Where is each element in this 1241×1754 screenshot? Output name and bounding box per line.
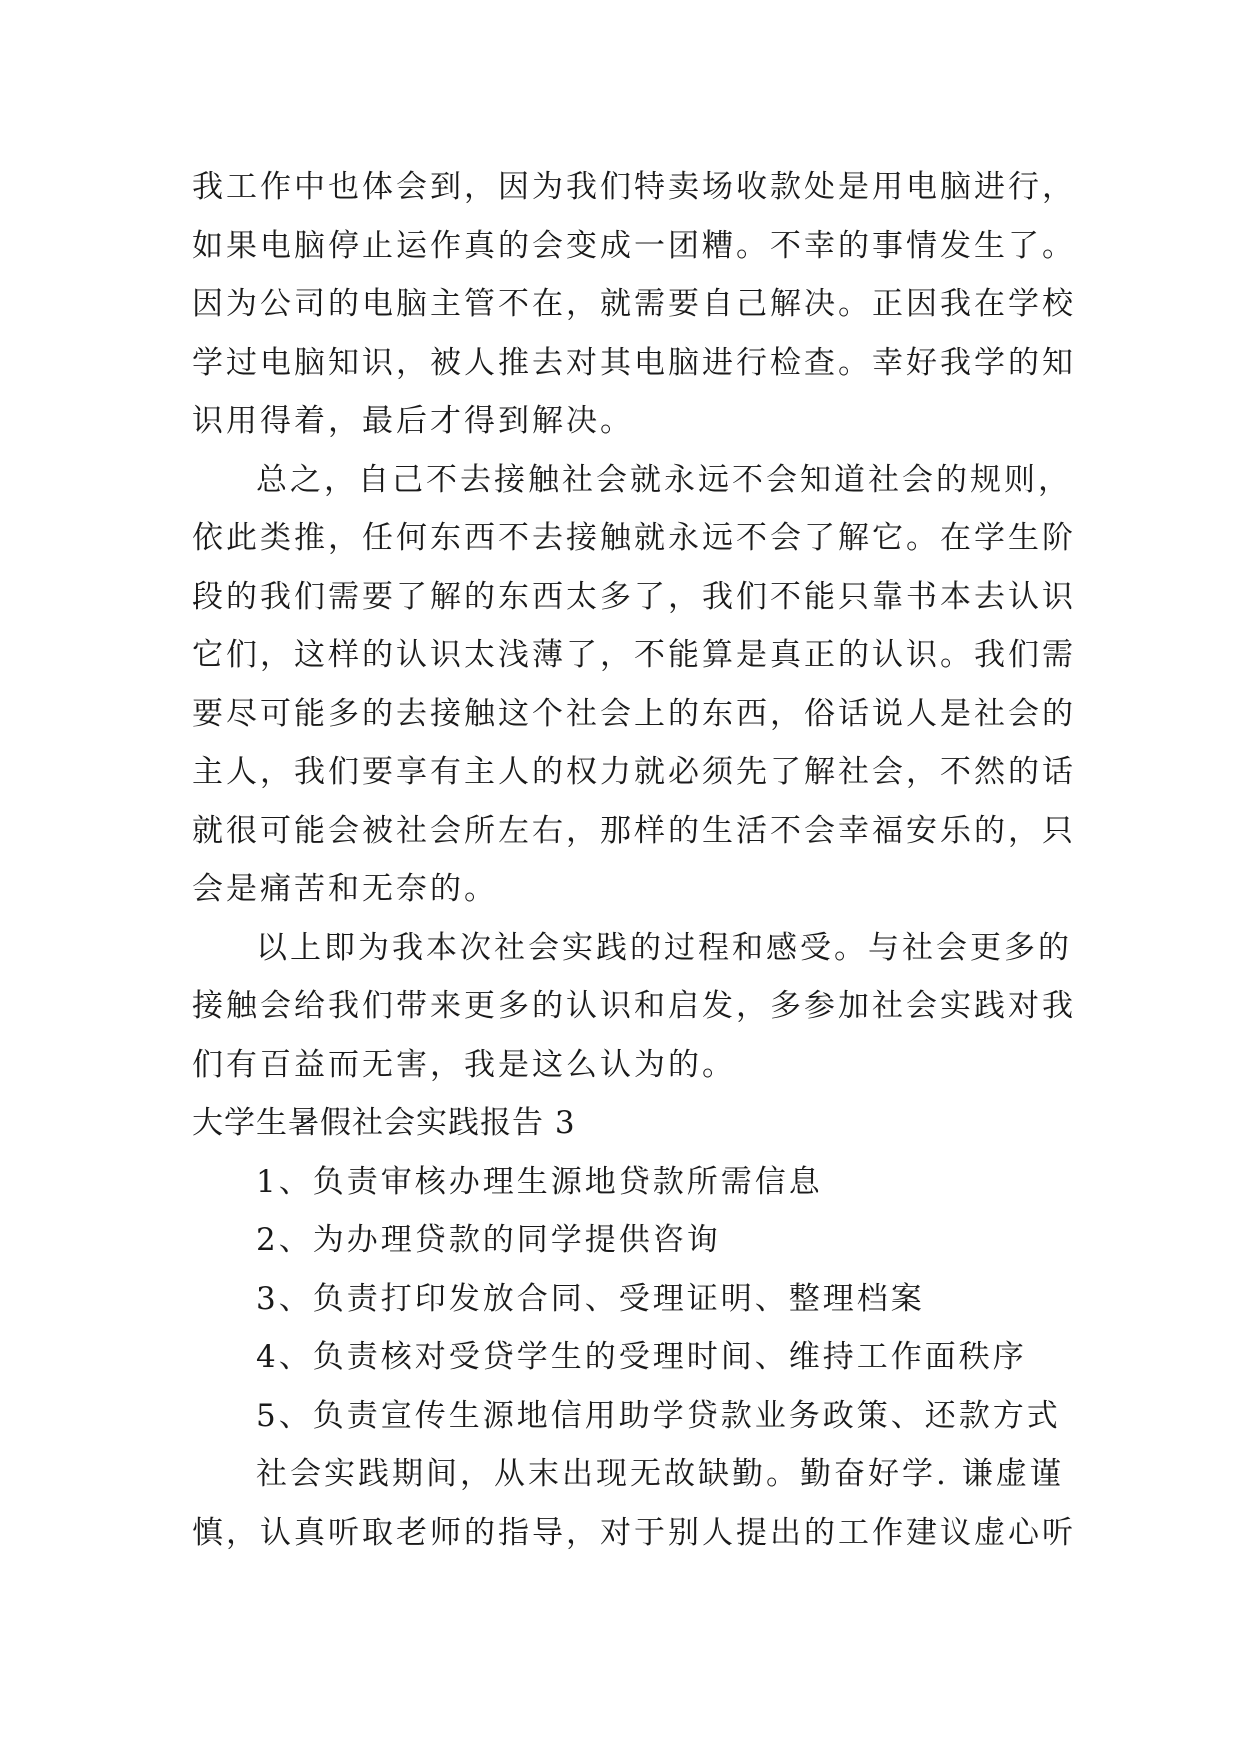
text-line: 学过电脑知识，被人推去对其电脑进行检查。幸好我学的知 [192,344,1076,381]
text-line: 如果电脑停止运作真的会变成一团糟。不幸的事情发生了。 [192,227,1076,264]
list-item: 2、为办理贷款的同学提供咨询 [256,1222,721,1258]
section-heading: 大学生暑假社会实践报告 3 [192,1105,576,1141]
list-item: 4、负责核对受贷学生的受理时间、维持工作面秩序 [256,1339,1027,1375]
text-line: 主人，我们要享有主人的权力就必须先了解社会，不然的话 [192,754,1076,790]
paragraph-start-line: 社会实践期间，从末出现无故缺勤。勤奋好学. 谦虚谨 [256,1456,1064,1492]
text-line: 段的我们需要了解的东西太多了，我们不能只靠书本去认识 [192,578,1076,615]
text-line: 依此类推，任何东西不去接触就永远不会了解它。在学生阶 [192,520,1076,556]
document-page [192,158,1076,1562]
text-line: 就很可能会被社会所左右，那样的生活不会幸福安乐的，只 [192,812,1076,849]
text-line: 要尽可能多的去接触这个社会上的东西，俗话说人是社会的 [192,695,1076,732]
paragraph-start-line: 总之，自己不去接触社会就永远不会知道社会的规则， [256,461,1072,498]
list-item: 3、负责打印发放合同、受理证明、整理档案 [256,1280,925,1317]
list-item: 1、负责审核办理生源地贷款所需信息 [256,1163,823,1200]
paragraph-start-line: 以上即为我本次社会实践的过程和感受。与社会更多的 [256,929,1072,966]
text-line: 识用得着，最后才得到解决。 [192,403,634,439]
text-line: 因为公司的电脑主管不在，就需要自己解决。正因我在学校 [192,286,1076,322]
text-line: 会是痛苦和无奈的。 [192,871,498,907]
text-line: 慎，认真听取老师的指导，对于别人提出的工作建议虚心听 [192,1514,1076,1551]
list-item: 5、负责宣传生源地信用助学贷款业务政策、还款方式 [256,1397,1061,1434]
text-line: 接触会给我们带来更多的认识和启发，多参加社会实践对我 [192,988,1076,1024]
text-line: 它们，这样的认识太浅薄了，不能算是真正的认识。我们需 [192,637,1076,673]
text-line: 我工作中也体会到，因为我们特卖场收款处是用电脑进行， [192,169,1076,205]
text-line: 们有百益而无害，我是这么认为的。 [192,1046,736,1083]
